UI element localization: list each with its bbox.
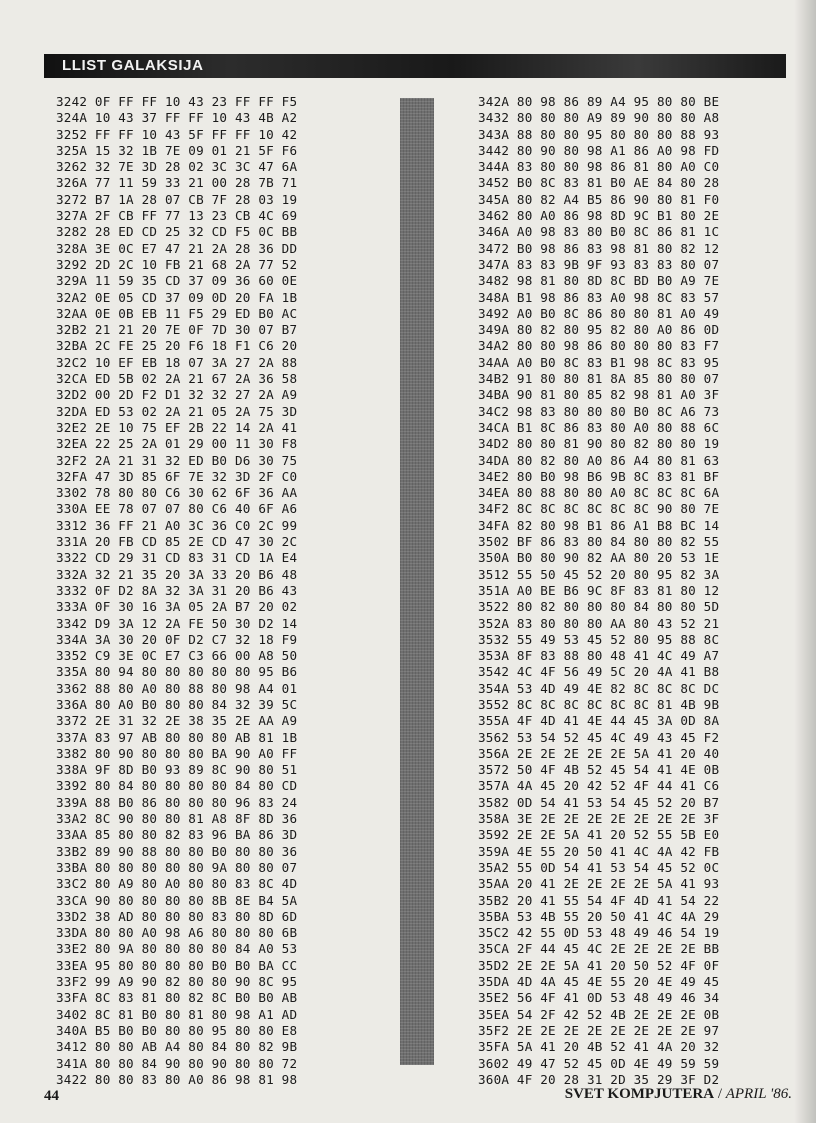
hex-listing-row: 338A 9F 8D B0 93 89 8C 90 80 51	[56, 762, 298, 778]
hex-listing-row: 3552 8C 8C 8C 8C 8C 8C 81 4B 9B	[478, 696, 720, 712]
hex-listing-row: 3602 49 47 52 45 0D 4E 49 59 59	[478, 1055, 720, 1071]
hex-listing-row: 32F2 2A 21 31 32 ED B0 D6 30 75	[56, 452, 298, 468]
hex-listing-row: 353A 8F 83 88 80 48 41 4C 49 A7	[478, 648, 720, 664]
hex-listing-row: 32E2 2E 10 75 EF 2B 22 14 2A 41	[56, 419, 298, 435]
hex-listing-row: 35AA 20 41 2E 2E 2E 2E 5A 41 93	[478, 876, 720, 892]
hex-listing-row: 346A A0 98 83 80 B0 8C 86 81 1C	[478, 224, 720, 240]
hex-listing-row: 3522 80 82 80 80 80 84 80 80 5D	[478, 599, 720, 615]
hex-listing-row: 350A B0 80 90 82 AA 80 20 53 1E	[478, 550, 720, 566]
hex-listing-row: 325A 15 32 1B 7E 09 01 21 5F F6	[56, 142, 298, 158]
hex-listing-row: 357A 4A 45 20 42 52 4F 44 41 C6	[478, 778, 720, 794]
hex-listing-row: 3352 C9 3E 0C E7 C3 66 00 A8 50	[56, 648, 298, 664]
publication-footer	[565, 1086, 792, 1103]
hex-listing-row: 33DA 80 80 A0 98 A6 80 80 80 6B	[56, 925, 298, 941]
hex-listing-row: 3262 32 7E 3D 28 02 3C 3C 47 6A	[56, 159, 298, 175]
hex-listing-row: 33E2 80 9A 80 80 80 80 84 A0 53	[56, 941, 298, 957]
hex-listing-row: 3422 80 80 83 80 A0 86 98 81 98	[56, 1071, 298, 1087]
hex-listing-row: 32AA 0E 0B EB 11 F5 29 ED B0 AC	[56, 305, 298, 321]
hex-listing-row: 32BA 2C FE 25 20 F6 18 F1 C6 20	[56, 338, 298, 354]
hex-listing-row: 33C2 80 A9 80 A0 80 80 83 8C 4D	[56, 876, 298, 892]
hex-listing-row: 343A 88 80 80 95 80 80 80 88 93	[478, 126, 720, 142]
hex-listing-row: 3312 36 FF 21 A0 3C 36 C0 2C 99	[56, 517, 298, 533]
hex-listing-row: 32CA ED 5B 02 2A 21 67 2A 36 58	[56, 371, 298, 387]
hex-listing-row: 3292 2D 2C 10 FB 21 68 2A 77 52	[56, 256, 298, 272]
hex-listing-row: 330A EE 78 07 07 80 C6 40 6F A6	[56, 501, 298, 517]
hex-listing-row: 3282 28 ED CD 25 32 CD F5 0C BB	[56, 224, 298, 240]
hex-listing-row: 359A 4E 55 20 50 41 4C 4A 42 FB	[478, 843, 720, 859]
hex-listing-row: 349A 80 82 80 95 82 80 A0 86 0D	[478, 322, 720, 338]
hex-listing-row: 3512 55 50 45 52 20 80 95 82 3A	[478, 566, 720, 582]
hex-listing-row: 35EA 54 2F 42 52 4B 2E 2E 2E 0B	[478, 1006, 720, 1022]
hex-listing-row: 3592 2E 2E 5A 41 20 52 55 5B E0	[478, 827, 720, 843]
hex-listing-row: 34BA 90 81 80 85 82 98 81 A0 3F	[478, 387, 720, 403]
hex-listing-row: 33D2 38 AD 80 80 80 83 80 8D 6D	[56, 908, 298, 924]
hex-listing-row: 3452 B0 8C 83 81 B0 AE 84 80 28	[478, 175, 720, 191]
issue-date: APRIL '86.	[725, 1086, 792, 1102]
hex-listing-row: 3372 2E 31 32 2E 38 35 2E AA A9	[56, 713, 298, 729]
hex-listing-row: 347A 83 83 9B 9F 93 83 83 80 07	[478, 256, 720, 272]
hex-listing-row: 3272 B7 1A 28 07 CB 7F 28 03 19	[56, 191, 298, 207]
hex-listing-row: 35FA 5A 41 20 4B 52 41 4A 20 32	[478, 1039, 720, 1055]
hex-listing-row: 33CA 90 80 80 80 80 8B 8E B4 5A	[56, 892, 298, 908]
hex-listing-row: 324A 10 43 37 FF FF 10 43 4B A2	[56, 110, 298, 126]
hex-listing-row: 342A 80 98 86 89 A4 95 80 80 BE	[478, 94, 720, 109]
section-header-bar	[44, 54, 786, 78]
hex-listing-row: 356A 2E 2E 2E 2E 2E 5A 41 20 40	[478, 745, 720, 761]
hex-listing-row: 32DA ED 53 02 2A 21 05 2A 75 3D	[56, 403, 298, 419]
hex-listing-row: 328A 3E 0C E7 47 21 2A 28 36 DD	[56, 240, 298, 256]
hex-listing-row: 332A 32 21 35 20 3A 33 20 B6 48	[56, 566, 298, 582]
hex-listing-row: 34AA A0 B0 8C 83 B1 98 8C 83 95	[478, 354, 720, 370]
hex-listing-row: 358A 3E 2E 2E 2E 2E 2E 2E 2E 3F	[478, 811, 720, 827]
hex-listing-row: 335A 80 94 80 80 80 80 80 95 B6	[56, 664, 298, 680]
hex-listing-row: 32C2 10 EF EB 18 07 3A 27 2A 88	[56, 354, 298, 370]
hex-listing-row: 3402 8C 81 B0 80 81 80 98 A1 AD	[56, 1006, 298, 1022]
hex-listing-row: 35CA 2F 44 45 4C 2E 2E 2E 2E BB	[478, 941, 720, 957]
hex-listing-row: 333A 0F 30 16 3A 05 2A B7 20 02	[56, 599, 298, 615]
hex-listing-row: 3542 4C 4F 56 49 5C 20 4A 41 B8	[478, 664, 720, 680]
hex-listing-row: 34F2 8C 8C 8C 8C 8C 8C 90 80 7E	[478, 501, 720, 517]
hex-listing-row: 32D2 00 2D F2 D1 32 32 27 2A A9	[56, 387, 298, 403]
hex-listing-row: 35A2 55 0D 54 41 53 54 45 52 0C	[478, 859, 720, 875]
hex-listing-row: 35BA 53 4B 55 20 50 41 4C 4A 29	[478, 908, 720, 924]
hex-listing-row: 3582 0D 54 41 53 54 45 52 20 B7	[478, 794, 720, 810]
hex-listing-row: 326A 77 11 59 33 21 00 28 7B 71	[56, 175, 298, 191]
hex-listing-row: 33AA 85 80 80 82 83 96 BA 86 3D	[56, 827, 298, 843]
hex-listing-row: 35C2 42 55 0D 53 48 49 46 54 19	[478, 925, 720, 941]
hex-listing-row: 33B2 89 90 88 80 80 B0 80 80 36	[56, 843, 298, 859]
hex-listing-row: 354A 53 4D 49 4E 82 8C 8C 8C DC	[478, 680, 720, 696]
hex-listing-row: 3492 A0 B0 8C 86 80 80 81 A0 49	[478, 305, 720, 321]
hex-listing-row: 3502 BF 86 83 80 84 80 80 82 55	[478, 534, 720, 550]
hex-listing-row: 3482 98 81 80 8D 8C BD B0 A9 7E	[478, 273, 720, 289]
hex-listing-row: 32A2 0E 05 CD 37 09 0D 20 FA 1B	[56, 289, 298, 305]
hex-listing-row: 33EA 95 80 80 80 80 B0 B0 BA CC	[56, 957, 298, 973]
hex-listing-row: 34C2 98 83 80 80 80 B0 8C A6 73	[478, 403, 720, 419]
hex-listing-row: 334A 3A 30 20 0F D2 C7 32 18 F9	[56, 631, 298, 647]
hex-listing-row: 35E2 56 4F 41 0D 53 48 49 46 34	[478, 990, 720, 1006]
hex-listing-row: 32FA 47 3D 85 6F 7E 32 3D 2F C0	[56, 468, 298, 484]
hex-listing-row: 339A 88 B0 86 80 80 80 96 83 24	[56, 794, 298, 810]
hex-listing-row: 34CA B1 8C 86 83 80 A0 80 88 6C	[478, 419, 720, 435]
hex-listing-row: 33F2 99 A9 90 82 80 80 90 8C 95	[56, 974, 298, 990]
hex-listing-row: 341A 80 80 84 90 80 90 80 80 72	[56, 1055, 298, 1071]
hex-listing-row: 34A2 80 80 98 86 80 80 80 83 F7	[478, 338, 720, 354]
hex-listing-row: 3462 80 A0 86 98 8D 9C B1 80 2E	[478, 208, 720, 224]
hex-listing-row: 34FA 82 80 98 B1 86 A1 B8 BC 14	[478, 517, 720, 533]
hex-listing-row: 345A 80 82 A4 B5 86 90 80 81 F0	[478, 191, 720, 207]
hex-listing-row: 3392 80 84 80 80 80 80 84 80 CD	[56, 778, 298, 794]
hex-listing-row: 3382 80 90 80 80 80 BA 90 A0 FF	[56, 745, 298, 761]
hex-listing-row: 340A B5 B0 B0 80 80 95 80 80 E8	[56, 1022, 298, 1038]
hex-listing-row: 3442 80 90 80 98 A1 86 A0 98 FD	[478, 142, 720, 158]
hex-listing-left-column	[56, 94, 356, 1088]
hex-listing-row: 3252 FF FF 10 43 5F FF FF 10 42	[56, 126, 298, 142]
publication-name: SVET KOMPJUTERA	[564, 1086, 715, 1102]
hex-listing-row: 33BA 80 80 80 80 80 9A 80 80 07	[56, 859, 298, 875]
hex-listing-row: 3242 0F FF FF 10 43 23 FF FF F5	[56, 94, 298, 109]
hex-listing-row: 3532 55 49 53 45 52 80 95 88 8C	[478, 631, 720, 647]
hex-listing-row: 331A 20 FB CD 85 2E CD 47 30 2C	[56, 534, 298, 550]
hex-listing-row: 360A 4F 20 28 31 2D 35 29 3F D2	[478, 1071, 720, 1087]
hex-listing-row: 3332 0F D2 8A 32 3A 31 20 B6 43	[56, 582, 298, 598]
hex-listing-row: 32B2 21 21 20 7E 0F 7D 30 07 B7	[56, 322, 298, 338]
hex-listing-row: 34E2 80 B0 98 B6 9B 8C 83 81 BF	[478, 468, 720, 484]
hex-listing-row: 344A 83 80 80 98 86 81 80 A0 C0	[478, 159, 720, 175]
hex-listing-right-column	[478, 94, 778, 1088]
hex-listing-row: 34EA 80 88 80 80 A0 8C 8C 8C 6A	[478, 485, 720, 501]
section-title: LLIST GALAKSIJA	[62, 57, 204, 74]
page-edge-shadow	[794, 0, 816, 1123]
hex-listing-row: 3302 78 80 80 C6 30 62 6F 36 AA	[56, 485, 298, 501]
hex-listing-row: 33A2 8C 90 80 80 81 A8 8F 8D 36	[56, 811, 298, 827]
hex-listing-row: 336A 80 A0 B0 80 80 84 32 39 5C	[56, 696, 298, 712]
hex-listing-row: 3572 50 4F 4B 52 45 54 41 4E 0B	[478, 762, 720, 778]
hex-listing-row: 327A 2F CB FF 77 13 23 CB 4C 69	[56, 208, 298, 224]
hex-listing-row: 34B2 91 80 80 81 8A 85 80 80 07	[478, 371, 720, 387]
hex-listing-row: 3412 80 80 AB A4 80 84 80 82 9B	[56, 1039, 298, 1055]
hex-listing-row: 3362 88 80 A0 80 88 80 98 A4 01	[56, 680, 298, 696]
hex-listing-row: 33FA 8C 83 81 80 82 8C B0 B0 AB	[56, 990, 298, 1006]
hex-listing-row: 3432 80 80 80 A9 89 90 80 80 A8	[478, 110, 720, 126]
hex-listing-row: 329A 11 59 35 CD 37 09 36 60 0E	[56, 273, 298, 289]
hex-listing-row: 337A 83 97 AB 80 80 80 AB 81 1B	[56, 729, 298, 745]
page-number: 44	[44, 1088, 59, 1104]
hex-listing-row: 348A B1 98 86 83 A0 98 8C 83 57	[478, 289, 720, 305]
hex-listing-row: 35B2 20 41 55 54 4F 4D 41 54 22	[478, 892, 720, 908]
hex-listing-row: 355A 4F 4D 41 4E 44 45 3A 0D 8A	[478, 713, 720, 729]
hex-listing-row: 35D2 2E 2E 5A 41 20 50 52 4F 0F	[478, 957, 720, 973]
hex-listing-row: 34DA 80 82 80 A0 86 A4 80 81 63	[478, 452, 720, 468]
hex-listing-row: 35DA 4D 4A 45 4E 55 20 4E 49 45	[478, 974, 720, 990]
hex-listing-row: 34D2 80 80 81 90 80 82 80 80 19	[478, 436, 720, 452]
footer-separator: /	[717, 1086, 722, 1102]
hex-listing-row: 35F2 2E 2E 2E 2E 2E 2E 2E 2E 97	[478, 1022, 720, 1038]
column-divider-bar	[400, 98, 434, 1065]
hex-listing-row: 3322 CD 29 31 CD 83 31 CD 1A E4	[56, 550, 298, 566]
hex-listing-row: 352A 83 80 80 80 AA 80 43 52 21	[478, 615, 720, 631]
hex-listing-row: 3342 D9 3A 12 2A FE 50 30 D2 14	[56, 615, 298, 631]
hex-listing-row: 32EA 22 25 2A 01 29 00 11 30 F8	[56, 436, 298, 452]
hex-listing-row: 351A A0 BE B6 9C 8F 83 81 80 12	[478, 582, 720, 598]
hex-listing-row: 3472 B0 98 86 83 98 81 80 82 12	[478, 240, 720, 256]
hex-listing-row: 3562 53 54 52 45 4C 49 43 45 F2	[478, 729, 720, 745]
